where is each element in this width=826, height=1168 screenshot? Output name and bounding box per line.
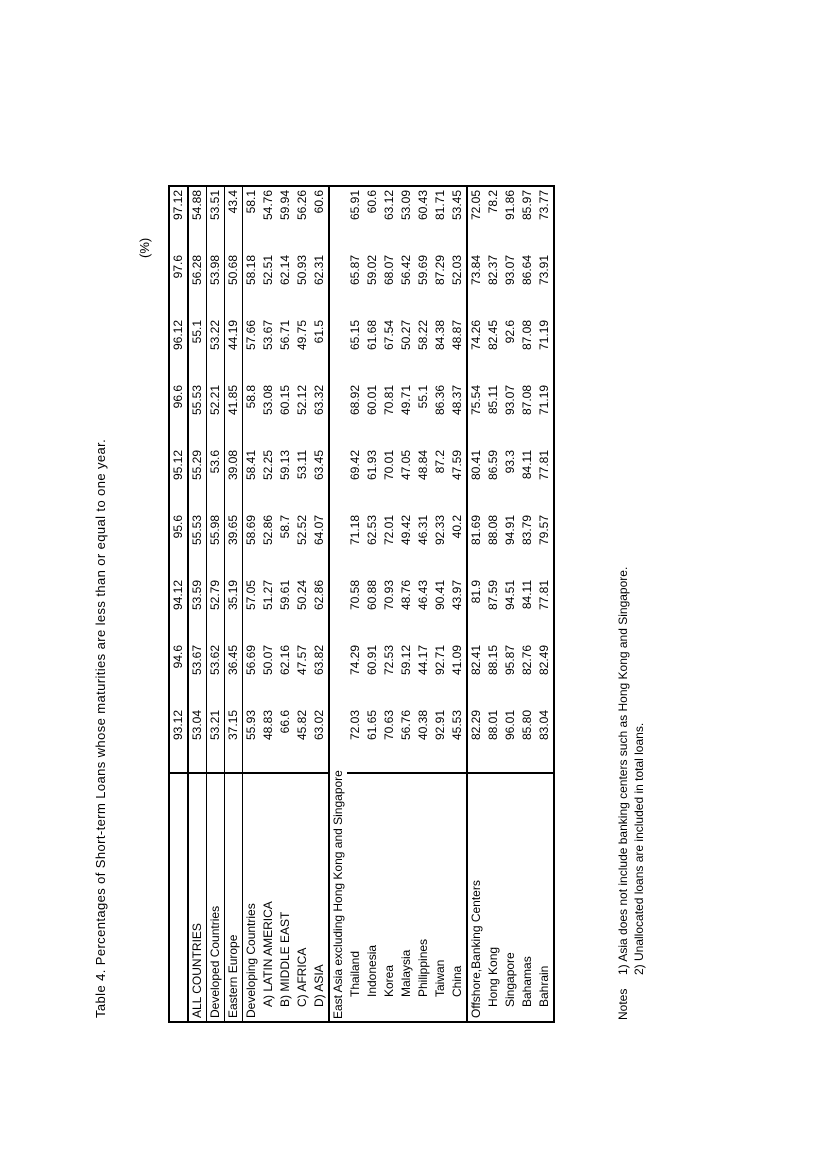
table-row xyxy=(277,186,294,1022)
value-cell: 58.7 xyxy=(278,515,292,539)
value-cell: 59.61 xyxy=(278,580,292,611)
value-cell: 43.4 xyxy=(225,186,243,252)
value-cell: 53.59 xyxy=(188,577,207,642)
value-cell: 60.6 xyxy=(365,190,379,214)
value-cell: 47.59 xyxy=(449,447,467,512)
value-cell: 59.02 xyxy=(365,255,379,286)
value-cell: 73.91 xyxy=(537,255,551,286)
value-cell: 64.07 xyxy=(311,512,329,577)
value-cell: 73.77 xyxy=(537,190,551,221)
value-cell: 95.87 xyxy=(503,645,517,676)
row-label: Indonesia xyxy=(364,773,381,1022)
value-cell: 60.01 xyxy=(365,385,379,416)
value-cell: 48.76 xyxy=(399,580,413,611)
value-cell xyxy=(329,642,347,707)
value-cell: 48.37 xyxy=(449,382,467,447)
value-cell: 52.25 xyxy=(261,450,275,481)
value-cell: 59.13 xyxy=(278,450,292,481)
column-header: 94.6 xyxy=(169,642,188,707)
value-cell: 66.6 xyxy=(278,710,292,734)
column-header: 95.6 xyxy=(169,512,188,577)
value-cell: 59.69 xyxy=(416,255,430,286)
value-cell: 92.71 xyxy=(433,645,447,676)
table-row xyxy=(502,186,519,1022)
value-cell: 52.52 xyxy=(295,515,309,546)
table-row xyxy=(485,186,502,1022)
value-cell: 39.65 xyxy=(225,512,243,577)
value-cell: 39.08 xyxy=(225,447,243,512)
value-cell: 82.45 xyxy=(486,320,500,351)
value-cell: 41.85 xyxy=(225,382,243,447)
table-row xyxy=(329,186,347,1022)
value-cell: 53.09 xyxy=(399,190,413,221)
value-cell: 74.29 xyxy=(348,645,362,676)
value-cell: 94.51 xyxy=(503,580,517,611)
value-cell: 61.68 xyxy=(365,320,379,351)
table-row xyxy=(260,186,277,1022)
value-cell: 84.11 xyxy=(520,450,534,480)
value-cell: 61.5 xyxy=(311,317,329,382)
value-cell: 63.32 xyxy=(311,382,329,447)
value-cell xyxy=(329,186,347,252)
value-cell: 70.01 xyxy=(382,450,396,481)
value-cell xyxy=(329,252,347,317)
value-cell: 87.08 xyxy=(520,320,534,351)
column-header: 94.12 xyxy=(169,577,188,642)
value-cell: 52.12 xyxy=(295,385,309,416)
value-cell: 92.33 xyxy=(433,515,447,546)
value-cell: 54.88 xyxy=(188,186,207,252)
value-cell: 62.53 xyxy=(365,515,379,546)
value-cell: 58.22 xyxy=(416,320,430,351)
value-cell: 53.62 xyxy=(207,642,225,707)
value-cell: 92.6 xyxy=(503,320,517,344)
value-cell: 77.81 xyxy=(537,450,551,481)
value-cell: 63.02 xyxy=(311,707,329,773)
value-cell: 58.1 xyxy=(244,190,258,214)
value-cell: 93.07 xyxy=(503,385,517,416)
table-row xyxy=(519,186,536,1022)
row-label: Bahrain xyxy=(536,773,554,1022)
value-cell: 50.07 xyxy=(261,645,275,676)
value-cell: 94.91 xyxy=(503,515,517,546)
value-cell: 63.82 xyxy=(311,642,329,707)
value-cell: 46.43 xyxy=(416,580,430,611)
value-cell: 60.6 xyxy=(311,186,329,252)
value-cell: 51.27 xyxy=(261,580,275,611)
column-header: 96.6 xyxy=(169,382,188,447)
value-cell: 52.79 xyxy=(207,577,225,642)
value-cell: 53.22 xyxy=(207,317,225,382)
notes-heading: Notes xyxy=(616,988,630,1020)
value-cell: 72.03 xyxy=(348,710,362,741)
value-cell: 52.03 xyxy=(449,252,467,317)
value-cell: 63.12 xyxy=(382,190,396,221)
value-cell: 71.18 xyxy=(348,515,362,546)
value-cell: 47.57 xyxy=(295,645,309,676)
value-cell: 56.71 xyxy=(278,320,292,351)
value-cell: 55.1 xyxy=(416,385,430,409)
row-label: C) AFRICA xyxy=(294,773,311,1022)
value-cell: 55.29 xyxy=(188,447,207,512)
value-cell: 92.91 xyxy=(433,710,447,741)
value-cell: 62.86 xyxy=(311,577,329,642)
value-cell: 72.01 xyxy=(382,515,396,546)
value-cell: 84.11 xyxy=(520,580,534,610)
value-cell: 58.8 xyxy=(244,385,258,409)
value-cell: 87.08 xyxy=(520,385,534,416)
value-cell: 53.67 xyxy=(261,320,275,351)
section-label-text: East Asia excluding Hong Kong and Singapore xyxy=(331,770,345,1019)
value-cell: 93.3 xyxy=(503,450,517,474)
value-cell: 87.2 xyxy=(433,450,447,474)
value-cell: 71.19 xyxy=(537,385,551,416)
value-cell: 49.71 xyxy=(399,385,413,416)
value-cell: 44.19 xyxy=(225,317,243,382)
table-row xyxy=(381,186,398,1022)
value-cell: 46.31 xyxy=(416,515,430,546)
value-cell: 52.86 xyxy=(261,515,275,546)
column-header: 93.12 xyxy=(169,707,188,773)
row-label: Offshore,Banking Centers xyxy=(467,773,485,1022)
value-cell: 50.27 xyxy=(399,320,413,351)
value-cell: 52.21 xyxy=(207,382,225,447)
value-cell: 86.36 xyxy=(433,385,447,416)
table-row xyxy=(449,186,467,1022)
value-cell: 86.64 xyxy=(520,255,534,286)
table-row xyxy=(415,186,432,1022)
value-cell: 63.45 xyxy=(311,447,329,512)
value-cell: 50.93 xyxy=(295,255,309,286)
value-cell: 86.59 xyxy=(486,450,500,481)
table-row xyxy=(347,186,364,1022)
value-cell: 73.84 xyxy=(469,255,483,286)
column-header: 96.12 xyxy=(169,317,188,382)
value-cell: 67.54 xyxy=(382,320,396,351)
value-cell: 58.18 xyxy=(244,255,258,286)
row-label: Philippines xyxy=(415,773,432,1022)
value-cell: 56.28 xyxy=(188,252,207,317)
value-cell: 81.71 xyxy=(433,190,447,221)
table-body xyxy=(169,186,554,1022)
value-cell: 58.41 xyxy=(244,450,258,481)
value-cell: 50.24 xyxy=(295,580,309,611)
header-corner-cell xyxy=(169,773,188,1022)
value-cell: 84.38 xyxy=(433,320,447,351)
row-label: A) LATIN AMERICA xyxy=(260,773,277,1022)
value-cell: 53.04 xyxy=(188,707,207,773)
value-cell: 59.94 xyxy=(278,190,292,221)
short-term-loans-table xyxy=(168,185,555,1023)
value-cell: 70.58 xyxy=(348,580,362,611)
value-cell xyxy=(329,512,347,577)
column-header: 95.12 xyxy=(169,447,188,512)
value-cell: 77.81 xyxy=(537,580,551,611)
value-cell: 41.09 xyxy=(449,642,467,707)
value-cell: 53.45 xyxy=(449,186,467,252)
value-cell: 81.69 xyxy=(469,515,483,546)
value-cell: 48.87 xyxy=(449,317,467,382)
value-cell: 55.1 xyxy=(188,317,207,382)
value-cell: 59.12 xyxy=(399,645,413,676)
value-cell: 81.9 xyxy=(469,580,483,604)
value-cell: 53.67 xyxy=(188,642,207,707)
value-cell: 36.45 xyxy=(225,642,243,707)
value-cell: 88.08 xyxy=(486,515,500,546)
value-cell: 44.17 xyxy=(416,645,430,676)
value-cell: 65.87 xyxy=(348,255,362,286)
value-cell: 55.93 xyxy=(244,710,258,741)
row-label: Developed Countries xyxy=(207,773,225,1022)
value-cell: 53.98 xyxy=(207,252,225,317)
value-cell: 55.53 xyxy=(188,512,207,577)
value-cell: 60.88 xyxy=(365,580,379,611)
value-cell xyxy=(329,447,347,512)
value-cell: 68.92 xyxy=(348,385,362,416)
column-header: 97.12 xyxy=(169,186,188,252)
value-cell: 56.42 xyxy=(399,255,413,286)
value-cell: 56.26 xyxy=(295,190,309,221)
value-cell: 55.53 xyxy=(188,382,207,447)
value-cell: 78.2 xyxy=(486,190,500,214)
value-cell: 53.08 xyxy=(261,385,275,416)
value-cell: 93.07 xyxy=(503,255,517,286)
table-row xyxy=(364,186,381,1022)
unit-label: (%) xyxy=(137,237,152,258)
value-cell: 85.80 xyxy=(520,710,534,741)
row-label: Thailand xyxy=(347,773,364,1022)
value-cell: 47.05 xyxy=(399,450,413,481)
table-row xyxy=(207,186,225,1022)
value-cell: 62.16 xyxy=(278,645,292,676)
value-cell: 82.76 xyxy=(520,645,534,676)
value-cell: 48.83 xyxy=(261,710,275,741)
value-cell: 85.11 xyxy=(486,385,500,415)
value-cell: 58.69 xyxy=(244,515,258,546)
value-cell: 60.91 xyxy=(365,645,379,676)
row-label: Korea xyxy=(381,773,398,1022)
row-label: B) MIDDLE EAST xyxy=(277,773,294,1022)
value-cell: 40.38 xyxy=(416,710,430,741)
table-row xyxy=(294,186,311,1022)
value-cell: 72.05 xyxy=(469,190,483,221)
row-label: Malaysia xyxy=(398,773,415,1022)
value-cell: 49.75 xyxy=(295,320,309,351)
value-cell: 87.59 xyxy=(486,580,500,611)
row-label: Bahamas xyxy=(519,773,536,1022)
value-cell: 83.79 xyxy=(520,515,534,546)
value-cell: 88.15 xyxy=(486,645,500,676)
row-label: ALL COUNTRIES xyxy=(188,773,207,1022)
header-row xyxy=(169,186,188,1022)
value-cell: 91.86 xyxy=(503,190,517,221)
value-cell xyxy=(329,707,347,773)
row-label: Developing Countries xyxy=(243,773,261,1022)
value-cell: 53.11 xyxy=(295,450,309,480)
value-cell: 87.29 xyxy=(433,255,447,286)
value-cell: 61.93 xyxy=(365,450,379,481)
value-cell: 90.41 xyxy=(433,580,447,611)
value-cell: 62.14 xyxy=(278,255,292,286)
table-row xyxy=(243,186,261,1022)
value-cell: 50.68 xyxy=(225,252,243,317)
value-cell: 82.29 xyxy=(469,710,483,741)
row-label: Taiwan xyxy=(432,773,449,1022)
value-cell: 60.43 xyxy=(416,190,430,221)
value-cell: 45.53 xyxy=(449,707,467,773)
row-label: Hong Kong xyxy=(485,773,502,1022)
value-cell: 65.91 xyxy=(348,190,362,221)
table-title: Table 4. Percentages of Short-term Loans whose maturities are less than or equal to one year. xyxy=(93,438,108,1018)
value-cell xyxy=(329,382,347,447)
row-label: Singapore xyxy=(502,773,519,1022)
value-cell: 55.98 xyxy=(207,512,225,577)
value-cell: 71.19 xyxy=(537,320,551,351)
note-2: 2) Unallocated loans are included in total loans. xyxy=(632,722,646,975)
note-1: 1) Asia does not include banking centers such as Hong Kong and Singapore. xyxy=(616,566,630,975)
value-cell: 53.21 xyxy=(207,707,225,773)
value-cell: 40.2 xyxy=(449,512,467,577)
value-cell xyxy=(329,317,347,382)
value-cell: 52.51 xyxy=(261,255,275,286)
value-cell: 70.63 xyxy=(382,710,396,741)
value-cell: 82.49 xyxy=(537,645,551,676)
value-cell: 75.54 xyxy=(469,385,483,416)
value-cell: 69.42 xyxy=(348,450,362,481)
row-label xyxy=(329,770,347,1022)
value-cell: 57.05 xyxy=(244,580,258,611)
value-cell: 49.42 xyxy=(399,515,413,546)
value-cell: 54.76 xyxy=(261,190,275,221)
value-cell: 35.19 xyxy=(225,577,243,642)
table-row xyxy=(398,186,415,1022)
value-cell: 79.57 xyxy=(537,515,551,546)
column-header: 97.6 xyxy=(169,252,188,317)
table-row xyxy=(536,186,554,1022)
value-cell: 83.04 xyxy=(537,710,551,741)
value-cell: 96.01 xyxy=(503,710,517,741)
value-cell: 74.26 xyxy=(469,320,483,351)
value-cell: 57.66 xyxy=(244,320,258,351)
value-cell: 68.07 xyxy=(382,255,396,286)
value-cell: 56.69 xyxy=(244,645,258,676)
value-cell: 56.76 xyxy=(399,710,413,741)
value-cell: 65.15 xyxy=(348,320,362,351)
value-cell: 82.37 xyxy=(486,255,500,286)
row-label: D) ASIA xyxy=(311,773,329,1022)
table-row xyxy=(188,186,207,1022)
value-cell: 82.41 xyxy=(469,645,483,676)
value-cell: 43.97 xyxy=(449,577,467,642)
value-cell: 48.84 xyxy=(416,450,430,481)
value-cell: 70.81 xyxy=(382,385,396,416)
value-cell: 61.65 xyxy=(365,710,379,741)
value-cell: 45.82 xyxy=(295,710,309,741)
value-cell: 72.53 xyxy=(382,645,396,676)
value-cell: 53.51 xyxy=(207,186,225,252)
table-row xyxy=(467,186,485,1022)
row-label: China xyxy=(449,773,467,1022)
value-cell: 37.15 xyxy=(225,707,243,773)
value-cell: 80.41 xyxy=(469,450,483,481)
value-cell: 70.93 xyxy=(382,580,396,611)
table-row xyxy=(225,186,243,1022)
value-cell: 88.01 xyxy=(486,710,500,741)
row-label: Eastern Europe xyxy=(225,773,243,1022)
value-cell: 53.6 xyxy=(207,447,225,512)
value-cell: 62.31 xyxy=(311,252,329,317)
table-row xyxy=(311,186,329,1022)
value-cell xyxy=(329,577,347,642)
value-cell: 60.15 xyxy=(278,385,292,416)
table-row xyxy=(432,186,449,1022)
value-cell: 85.97 xyxy=(520,190,534,221)
